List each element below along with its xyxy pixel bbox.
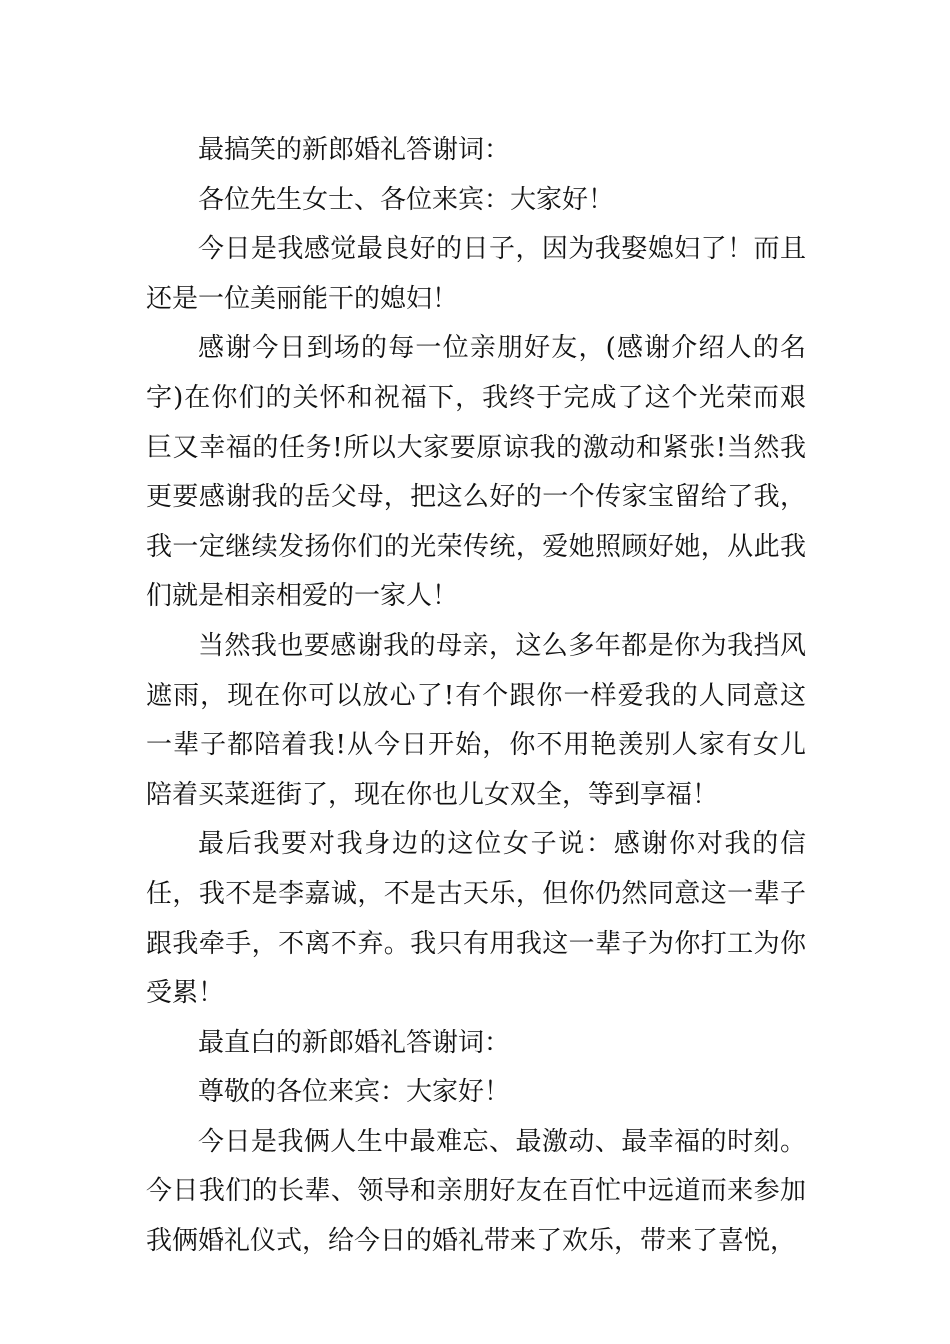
document-body — [146, 126, 806, 1267]
body-paragraph: 最后我要对我身边的这位女子说：感谢你对我的信任，我不是李嘉诚，不是古天乐，但你仍然同意这一辈子跟我牵手，不离不弃。我只有用我这一辈子为你打工为你受累！ — [146, 829, 806, 1009]
body-paragraph: 今日是我感觉最良好的日子，因为我娶媳妇了！而且还是一位美丽能干的媳妇！ — [146, 234, 806, 314]
body-paragraph: 当然我也要感谢我的母亲，这么多年都是你为我挡风遮雨，现在你可以放心了!有个跟你一样爱我的人同意这一辈子都陪着我!从今日开始，你不用艳羡别人家有女儿陪着买菜逛街了，现在你也儿女双全，等到享福！ — [146, 630, 806, 810]
greeting-paragraph: 尊敬的各位来宾：大家好！ — [198, 1077, 511, 1108]
greeting-paragraph: 各位先生女士、各位来宾：大家好！ — [198, 184, 615, 215]
body-paragraph: 感谢今日到场的每一位亲朋好友，(感谢介绍人的名字)在你们的关怀和祝福下，我终于完成了这个光荣而艰巨又幸福的任务!所以大家要原谅我的激动和紧张!当然我更要感谢我的岳父母，把这么好的一个传家宝留给了我，我一定继续发扬你们的光荣传统，爱她照顾好她，从此我们就是相亲相爱的一家人！ — [146, 333, 806, 612]
heading-direct-speech: 最直白的新郎婚礼答谢词： — [198, 1027, 511, 1058]
heading-funny-speech: 最搞笑的新郎婚礼答谢词： — [198, 135, 511, 165]
body-paragraph: 今日是我俩人生中最难忘、最激动、最幸福的时刻。今日我们的长辈、领导和亲朋好友在百忙中远道而来参加我俩婚礼仪式，给今日的婚礼带来了欢乐，带来了喜悦， — [146, 1126, 806, 1257]
